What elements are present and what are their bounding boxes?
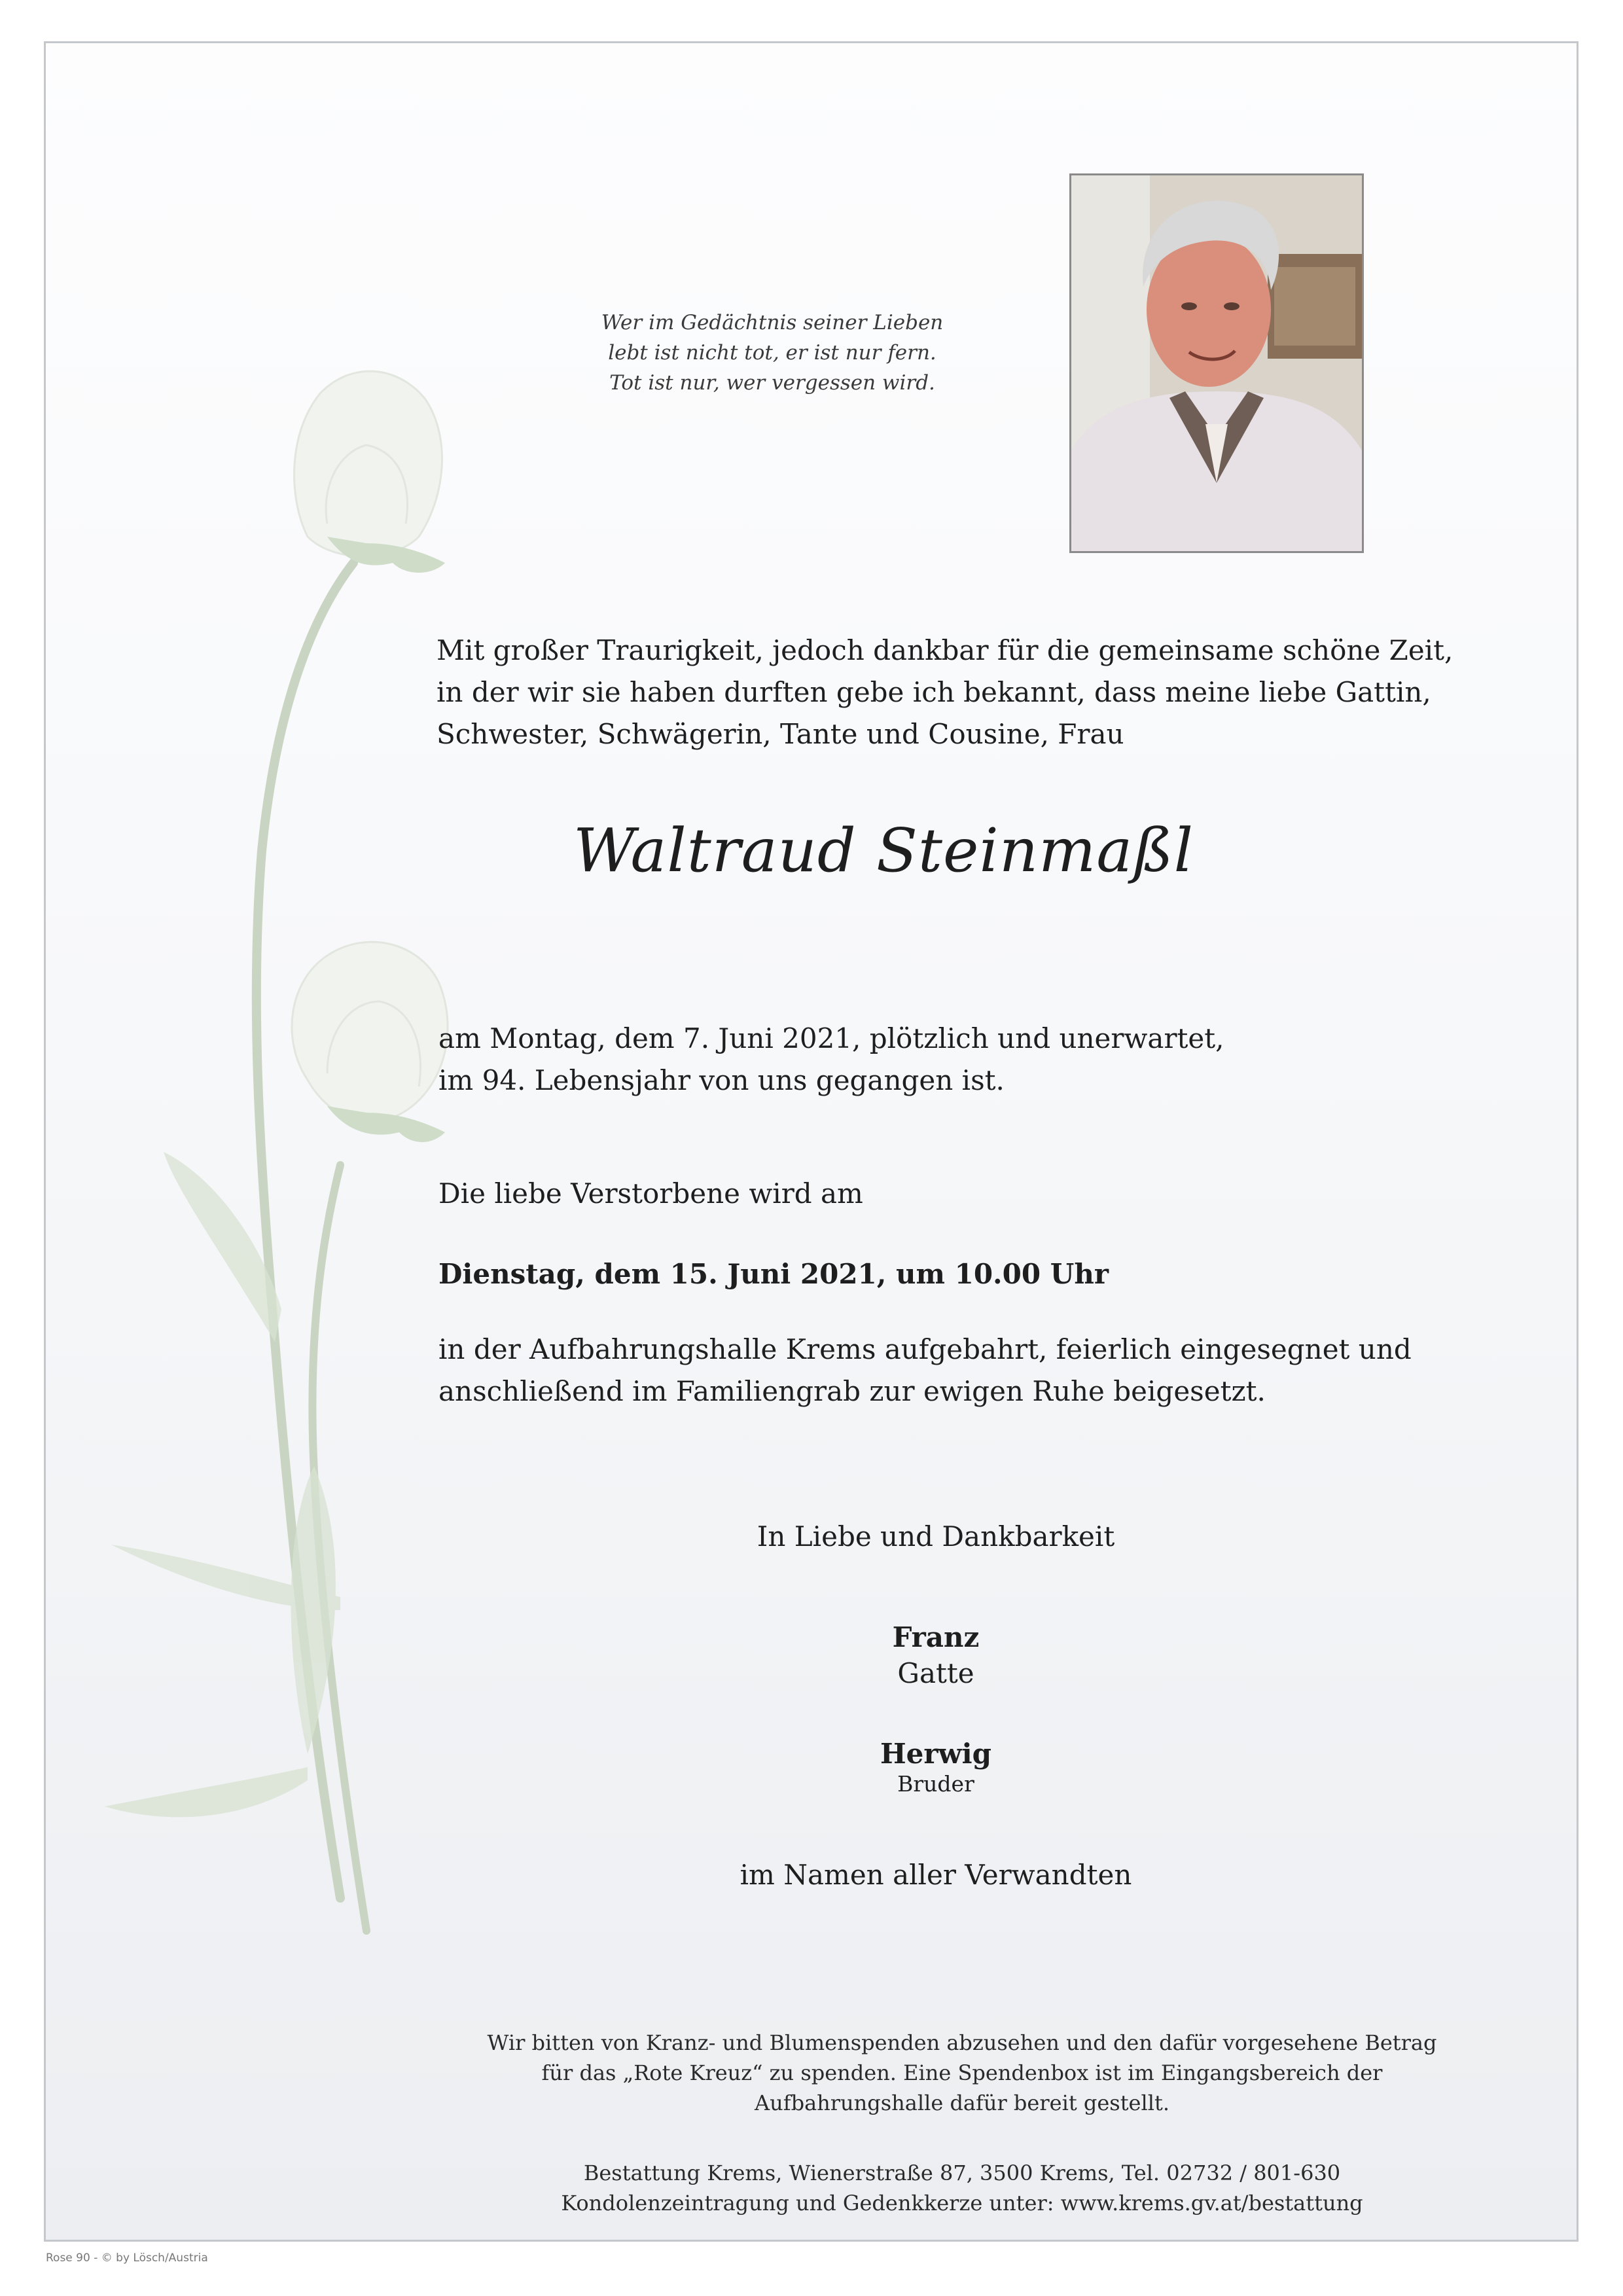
mourner-relation: Gatte — [897, 1657, 974, 1689]
ceremony-line: anschließend im Familiengrab zur ewigen Ruhe beigesetzt. — [438, 1375, 1266, 1407]
footer-contact: Bestattung Krems, Wienerstraße 87, 3500 Krems, Tel. 02732 / 801-630 — [583, 2161, 1341, 2185]
funeral-home-footer — [340, 2158, 1584, 2218]
ceremony-date-time: Dienstag, dem 15. Juni 2021, um 10.00 Uhr — [438, 1258, 1109, 1290]
quote-line: Wer im Gedächtnis seiner Lieben — [601, 311, 944, 334]
portrait-photo-drawing — [1071, 175, 1362, 551]
intro-line: in der wir sie haben durften gebe ich bekannt, dass meine liebe Gattin, — [437, 676, 1431, 708]
mourners-heading: In Liebe und Dankbarkeit — [757, 1520, 1115, 1552]
mourner-name: Franz — [892, 1621, 980, 1653]
mourners-closing: im Namen aller Verwandten — [740, 1859, 1132, 1891]
copyright-note: Rose 90 - © by Lösch/Austria — [46, 2251, 208, 2265]
donation-note — [340, 2028, 1584, 2118]
death-line: im 94. Lebensjahr von uns gegangen ist. — [438, 1064, 1005, 1096]
mourner-relation: Bruder — [897, 1771, 974, 1797]
footer-condolence-link: Kondolenzeintragung und Gedenkkerze unter: www.krems.gv.at/bestattung — [561, 2191, 1363, 2215]
ceremony-details — [438, 1329, 1466, 1412]
intro-line: Schwester, Schwägerin, Tante und Cousine, Frau — [437, 718, 1124, 750]
memorial-quote — [510, 308, 1034, 398]
intro-line: Mit großer Traurigkeit, jedoch dankbar für die gemeinsame schöne Zeit, — [437, 634, 1454, 666]
ceremony-intro: Die liebe Verstorbene wird am — [438, 1177, 863, 1210]
ceremony-line: in der Aufbahrungshalle Krems aufgebahrt, feierlich eingesegnet und — [438, 1333, 1412, 1365]
death-line: am Montag, dem 7. Juni 2021, plötzlich und unerwartet, — [438, 1022, 1224, 1054]
quote-line: lebt ist nicht tot, er ist nur fern. — [608, 341, 936, 365]
death-details — [438, 1018, 1466, 1102]
deceased-name: Waltraud Steinmaßl — [573, 816, 1194, 886]
mourner-name: Herwig — [880, 1738, 991, 1770]
announcement-intro — [437, 630, 1464, 755]
donation-line: Wir bitten von Kranz- und Blumenspenden abzusehen und den dafür vorgesehene Betrag — [487, 2030, 1437, 2055]
donation-line: für das „Rote Kreuz“ zu spenden. Eine Spendenbox ist im Eingangsbereich der — [541, 2060, 1383, 2085]
donation-line: Aufbahrungshalle dafür bereit gestellt. — [755, 2090, 1169, 2115]
quote-line: Tot ist nur, wer vergessen wird. — [609, 371, 935, 395]
portrait-photo-icon — [1069, 173, 1364, 553]
